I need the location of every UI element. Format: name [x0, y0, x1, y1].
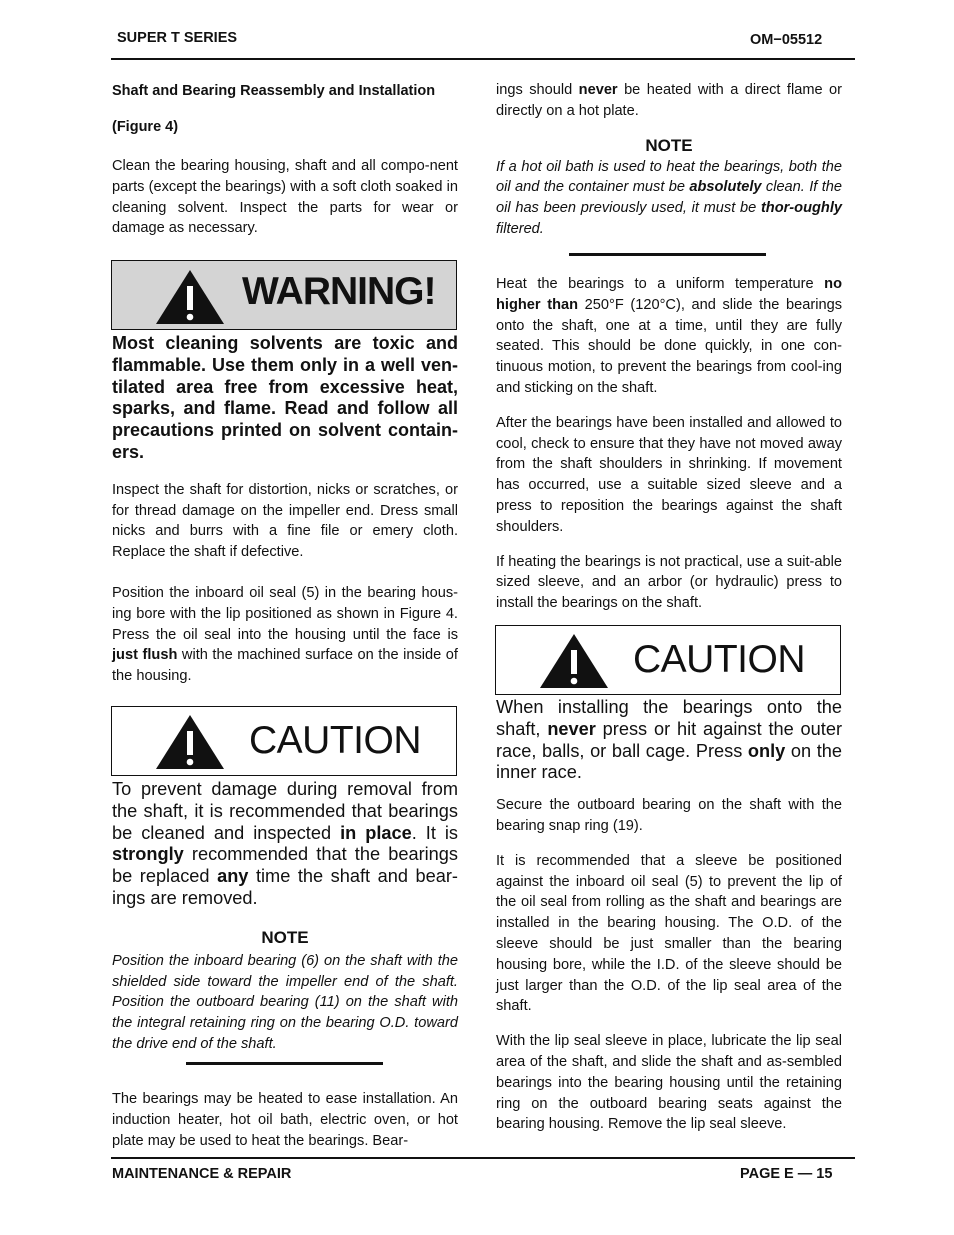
caution-box-right — [495, 625, 841, 695]
caution-triangle-icon-right — [538, 632, 610, 690]
warning-text: Most cleaning solvents are toxic and flammable. Use them only in a well ven-tilated area free from excessive heat, sparks, and flame. Read and follow all precautions printed on solvent contain-ers. — [112, 333, 458, 462]
right-paragraph-lip-seal: With the lip seal sleeve in place, lubricate the lip seal area of the shaft, and slide the shaft and as-sembled bearings into the bearing housing until the retaining ring on the outboard bearing seats against the bearing housing. Remove the lip seal sleeve. — [496, 1033, 842, 1133]
warning-triangle-icon — [154, 268, 226, 326]
left-paragraph-heating: The bearings may be heated to ease installation. An induction heater, hot oil bath, electric oven, or hot plate may be used to heat the bearings. Bear- — [112, 1091, 458, 1149]
left-paragraph-oil-seal: Position the inboard oil seal (5) in the bearing hous-ing bore with the lip positioned as shown in Figure 4. Press the oil seal into the housing until the face is just flush with the machined surface on the inside of the housing. — [112, 584, 458, 685]
right-paragraph-snap-ring: Secure the outboard bearing on the shaft with the bearing snap ring (19). — [496, 797, 842, 834]
note-text-right: If a hot oil bath is used to heat the bearings, both the oil and the container must be absolutely clean. If the oil has been previously used, it must be thor-oughly filtered. — [496, 158, 842, 237]
caution-text-right: When installing the bearings onto the shaft, never press or hit against the outer race, balls, or ball cage. Press only on the inner race. — [496, 697, 842, 783]
right-paragraph-never-flame: ings should never be heated with a direct flame or directly on a hot plate. — [496, 82, 843, 119]
right-paragraph-sleeve: It is recommended that a sleeve be positioned against the inboard oil seal (5) to prevent the lip of the oil seal from rolling as the shaft and bearings are installed in the bearing housing. The O.D. of the sleeve should be just smaller than the bearing housing bore, while the I.D. of the sleeve should be just larger than the O.D. of the lip seal area of the shaft. — [496, 852, 842, 1015]
footer-section: MAINTENANCE & REPAIR — [112, 1166, 292, 1182]
warning-box — [111, 260, 457, 330]
right-paragraph-after-install: After the bearings have been installed and allowed to cool, check to ensure that they have not moved away from the shaft shoulders in shrinking. If movement has occurred, use a suitable sized sleeve and a press to reposition the bearings against the shaft shoulders. — [496, 414, 842, 535]
right-column — [496, 80, 842, 240]
left-column-3 — [112, 779, 458, 1055]
header-series: SUPER T SERIES — [117, 30, 238, 46]
note-end-bar-right — [569, 253, 766, 256]
header-rule — [111, 58, 855, 60]
right-column-2 — [496, 274, 842, 614]
left-column-4 — [112, 1089, 458, 1151]
warning-label: WARNING! — [242, 270, 436, 313]
footer-page-number: PAGE E — 15 — [740, 1166, 833, 1182]
note-text-left: Position the inboard bearing (6) on the shaft with the shielded side toward the impeller end of the shaft. Position the outboard bearing (11) on the shaft with the integral retaining ring on the bearing O.D. toward the drive end of the shaft. — [112, 952, 458, 1052]
footer-rule — [111, 1157, 855, 1159]
left-paragraph-inspect: Inspect the shaft for distortion, nicks or scratches, or for thread damage on the impeller end. Dress small nicks and burrs with a fine file or emery cloth. Replace the shaft if defective. — [112, 481, 458, 561]
caution-text-left: To prevent damage during removal from the shaft, it is recommended that bearings be cleaned and inspected in place. It is strongly recommended that the bearings be replaced any time the shaft and bear-ings are removed. — [112, 779, 458, 908]
left-column-2 — [112, 333, 458, 687]
right-paragraph-not-practical: If heating the bearings is not practical, use a suit-able sized sleeve, and an arbor (or hydraulic) press to install the bearings on the shaft. — [496, 553, 842, 612]
right-paragraph-heat: Heat the bearings to a uniform temperature no higher than 250°F (120°C), and slide the bearings onto the shaft, one at a time, until they are fully seated. This should be done quickly, in one con-tinuous motion, to prevent the bearings from cool-ing and sticking on the shaft. — [496, 276, 842, 396]
caution-box-left — [111, 706, 457, 776]
note-title-right: NOTE — [645, 135, 693, 155]
right-column-3 — [496, 697, 842, 1135]
section-title: Shaft and Bearing Reassembly and Installation — [112, 83, 436, 99]
note-title-left: NOTE — [261, 927, 309, 947]
left-column — [112, 81, 458, 239]
figure-ref: (Figure 4) — [112, 119, 179, 135]
header-doc-number: OM−05512 — [750, 32, 823, 48]
caution-label-right: CAUTION — [633, 638, 805, 681]
note-end-bar-left — [186, 1062, 383, 1065]
caution-label-left: CAUTION — [249, 719, 421, 762]
left-paragraph-clean: Clean the bearing housing, shaft and all compo-nent parts (except the bearings) with a soft cloth soaked in cleaning solvent. Inspect the parts for wear or damage as necessary. — [112, 158, 458, 237]
caution-triangle-icon — [154, 713, 226, 771]
